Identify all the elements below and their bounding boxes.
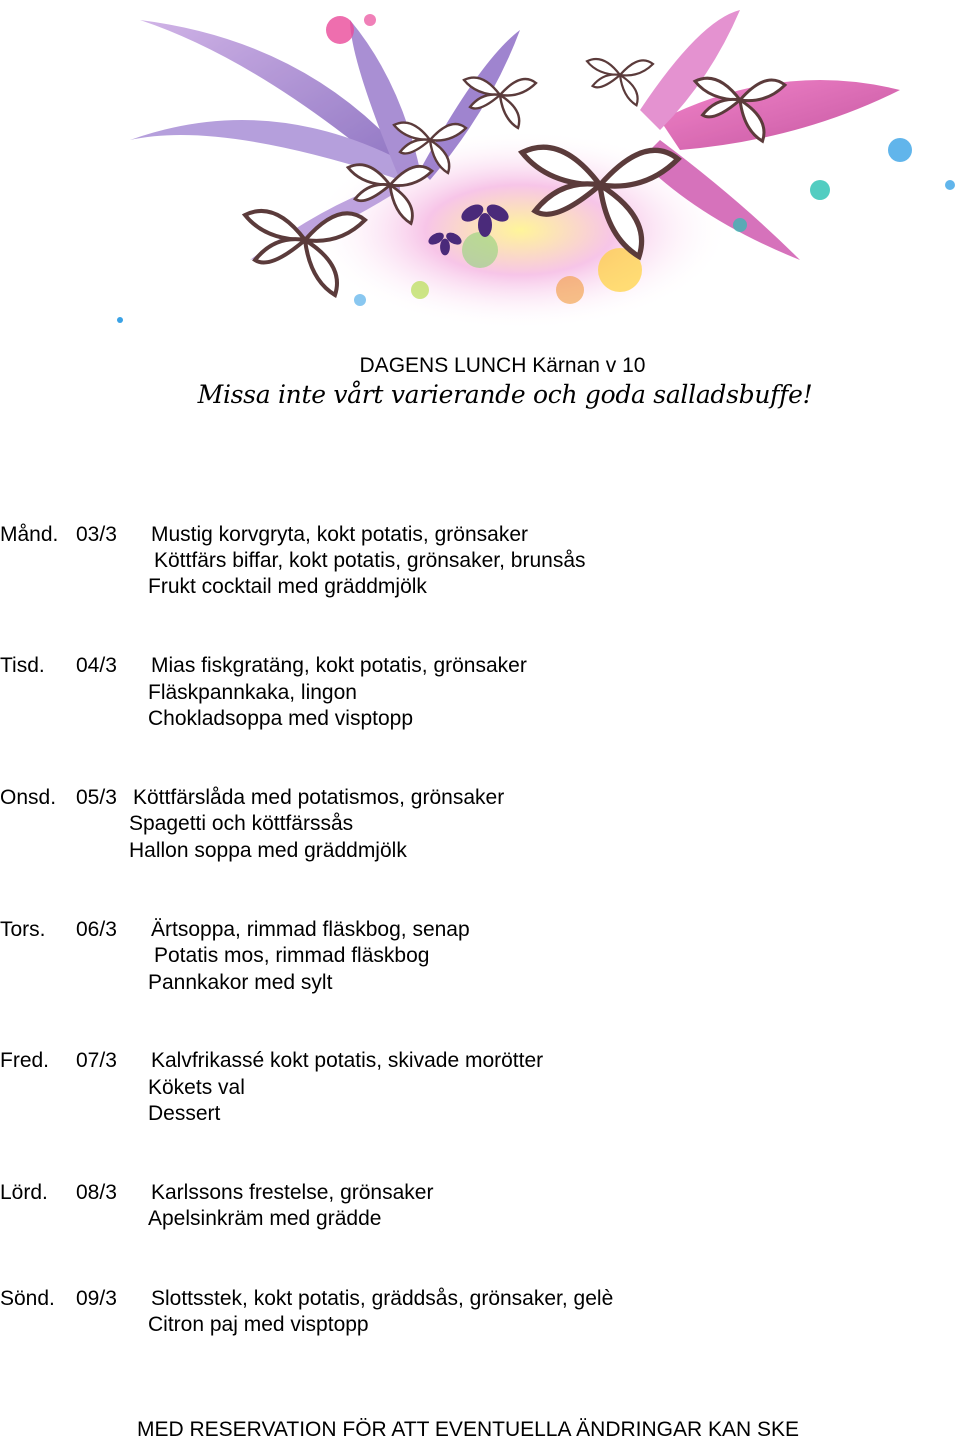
dish-item: Kökets val — [148, 1076, 245, 1099]
day-date: 04/3 — [76, 654, 117, 677]
day-date: 03/3 — [76, 523, 117, 546]
dish-item: Apelsinkräm med grädde — [148, 1207, 382, 1230]
menu-title: DAGENS LUNCH Kärnan v 10 — [359, 354, 646, 377]
floral-header-illustration — [100, 0, 960, 330]
dish-item: Potatis mos, rimmad fläskbog — [154, 944, 430, 967]
dish-item: Spagetti och köttfärssås — [129, 812, 354, 835]
day-date: 08/3 — [76, 1181, 117, 1204]
dish-item: Köttfärs biffar, kokt potatis, grönsaker, brunsås — [154, 549, 586, 572]
dish-item: Frukt cocktail med gräddmjölk — [148, 575, 427, 598]
dish-item: Hallon soppa med gräddmjölk — [129, 839, 407, 862]
day-label: Onsd. — [0, 786, 57, 809]
dish-item: Karlssons frestelse, grönsaker — [151, 1181, 434, 1204]
day-label: Lörd. — [0, 1181, 48, 1204]
day-date: 05/3 — [76, 786, 117, 809]
reservation-notice: MED RESERVATION FÖR ATT EVENTUELLA ÄNDRINGAR KAN SKE — [137, 1418, 800, 1441]
day-label: Sönd. — [0, 1287, 55, 1310]
day-date: 06/3 — [76, 918, 117, 941]
dish-item: Ärtsoppa, rimmad fläskbog, senap — [151, 918, 470, 941]
dish-item: Mias fiskgratäng, kokt potatis, grönsaker — [151, 654, 527, 677]
day-date: 09/3 — [76, 1287, 117, 1310]
day-label: Tors. — [0, 918, 46, 941]
dish-item: Fläskpannkaka, lingon — [148, 681, 357, 704]
menu-subtitle: Missa inte vårt varierande och goda salladsbuffe! — [197, 380, 813, 409]
dish-item: Köttfärslåda med potatismos, grönsaker — [133, 786, 505, 809]
dish-item: Pannkakor med sylt — [148, 971, 333, 994]
dish-item: Dessert — [148, 1102, 221, 1125]
dish-item: Slottsstek, kokt potatis, gräddsås, grönsaker, gelè — [151, 1287, 614, 1310]
dish-item: Chokladsoppa med visptopp — [148, 707, 414, 730]
day-label: Tisd. — [0, 654, 45, 677]
dish-item: Mustig korvgryta, kokt potatis, grönsaker — [151, 523, 528, 546]
day-date: 07/3 — [76, 1049, 117, 1072]
dish-item: Kalvfrikassé kokt potatis, skivade morötter — [151, 1049, 544, 1072]
day-label: Månd. — [0, 523, 59, 546]
dish-item: Citron paj med visptopp — [148, 1313, 369, 1336]
day-label: Fred. — [0, 1049, 50, 1072]
